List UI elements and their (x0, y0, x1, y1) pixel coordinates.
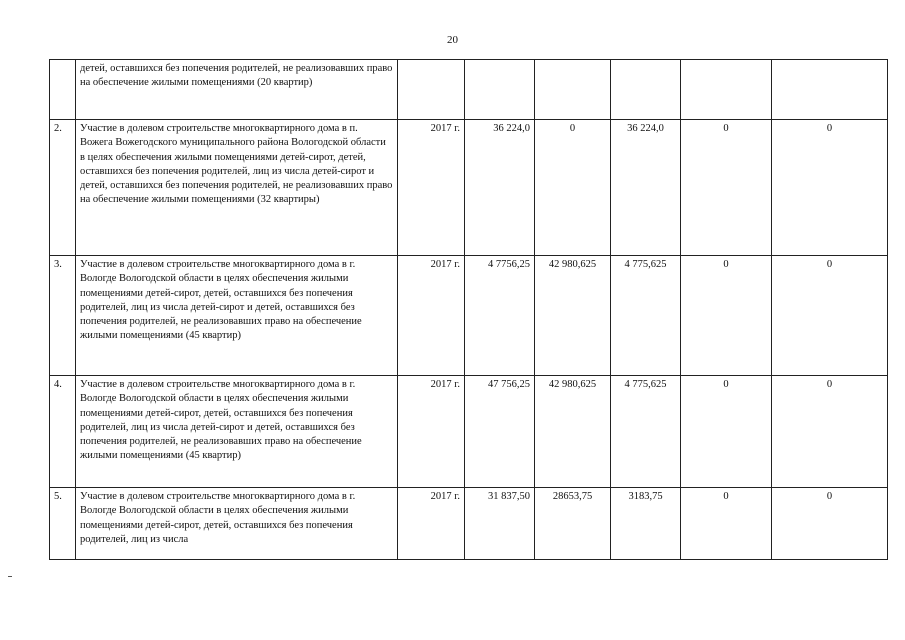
value-cell: 3183,75 (611, 488, 681, 560)
year-cell: 2017 г. (398, 376, 465, 488)
year-cell (398, 60, 465, 120)
description-cell: Участие в долевом строительстве многоквартирного дома в г. Вологде Вологодской области в целях обеспечения жилыми помещениями детей-сирот, детей, оставшихся без попечения родителей, лиц из числа (76, 488, 398, 560)
value-cell: 0 (772, 488, 888, 560)
row-number-cell: 5. (50, 488, 76, 560)
scan-mark (8, 576, 12, 577)
description-cell: Участие в долевом строительстве многоквартирного дома в г. Вологде Вологодской области в целях обеспечения жилыми помещениями детей-сирот, детей, оставшихся без попечения родителей, лиц из числа детей-сирот и детей, оставшихся без попечения родителей, не реализовавших право на обеспечение жилыми помещениями (45 квартир) (76, 376, 398, 488)
data-table (49, 59, 888, 560)
value-cell (611, 60, 681, 120)
value-cell (681, 60, 772, 120)
value-cell: 42 980,625 (535, 256, 611, 376)
table-row (50, 256, 888, 376)
value-cell: 28653,75 (535, 488, 611, 560)
year-cell: 2017 г. (398, 488, 465, 560)
row-number-cell: 2. (50, 120, 76, 256)
year-cell: 2017 г. (398, 120, 465, 256)
table-row (50, 60, 888, 120)
row-number-cell: 3. (50, 256, 76, 376)
row-number-cell: 4. (50, 376, 76, 488)
description-cell: Участие в долевом строительстве многоквартирного дома в п. Вожега Вожегодского муниципального района Вологодской области в целях обеспечения жилыми помещениями детей-сирот, детей, оставшихся без попечения родителей, лиц из числа детей-сирот и детей, оставшихся без попечения родителей, не реализовавших право на обеспечение жилыми помещениями (32 квартиры) (76, 120, 398, 256)
table-row (50, 120, 888, 256)
value-cell: 4 775,625 (611, 256, 681, 376)
total-cell: 47 756,25 (465, 376, 535, 488)
table-row (50, 488, 888, 560)
year-cell: 2017 г. (398, 256, 465, 376)
table-row (50, 376, 888, 488)
total-cell: 31 837,50 (465, 488, 535, 560)
value-cell: 4 775,625 (611, 376, 681, 488)
row-number-cell (50, 60, 76, 120)
value-cell: 42 980,625 (535, 376, 611, 488)
value-cell: 0 (681, 376, 772, 488)
description-cell: Участие в долевом строительстве многоквартирного дома в г. Вологде Вологодской области в целях обеспечения жилыми помещениями детей-сирот, детей, оставшихся без попечения родителей, лиц из числа детей-сирот и детей, оставшихся без попечения родителей, не реализовавших право на обеспечение жилыми помещениями (45 квартир) (76, 256, 398, 376)
total-cell (465, 60, 535, 120)
value-cell (772, 60, 888, 120)
description-cell: детей, оставшихся без попечения родителей, не реализовавших право на обеспечение жилыми помещениями (20 квартир) (76, 60, 398, 120)
value-cell: 0 (772, 376, 888, 488)
total-cell: 4 7756,25 (465, 256, 535, 376)
total-cell: 36 224,0 (465, 120, 535, 256)
value-cell (535, 60, 611, 120)
page-number: 20 (447, 34, 458, 46)
value-cell: 0 (772, 120, 888, 256)
value-cell: 0 (681, 120, 772, 256)
value-cell: 0 (772, 256, 888, 376)
value-cell: 0 (535, 120, 611, 256)
value-cell: 0 (681, 256, 772, 376)
value-cell: 36 224,0 (611, 120, 681, 256)
value-cell: 0 (681, 488, 772, 560)
